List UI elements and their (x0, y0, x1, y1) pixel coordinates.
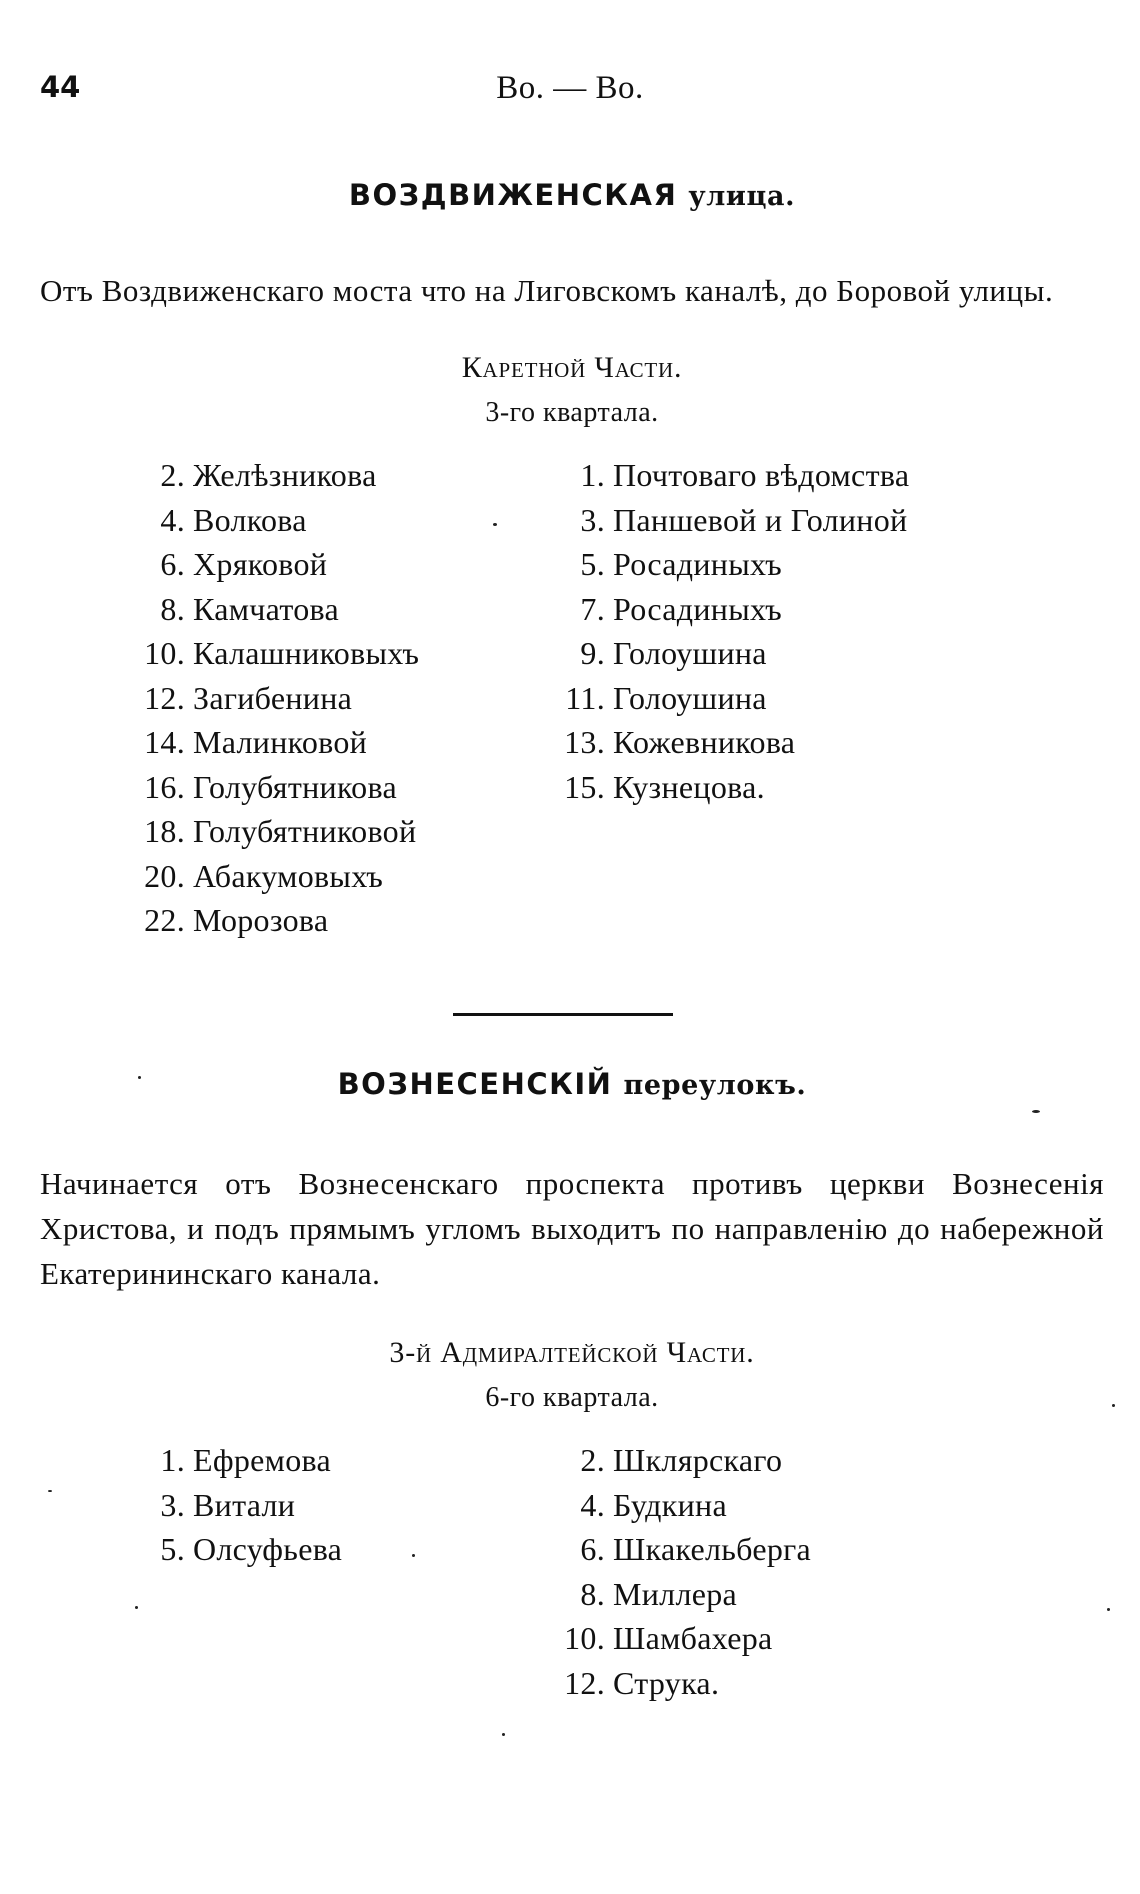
section-title (40, 1067, 1104, 1103)
house-owner: Олсуфьева (193, 1531, 343, 1567)
house-entry (125, 498, 525, 543)
house-number: 3. (160, 1486, 185, 1523)
page-number: 44 (40, 70, 81, 104)
print-speck (412, 1554, 415, 1557)
print-speck (138, 1076, 141, 1079)
print-speck (1032, 1110, 1040, 1113)
house-columns (40, 453, 1104, 953)
house-entry (125, 1483, 525, 1528)
print-speck (493, 523, 497, 526)
section-divider (453, 1013, 673, 1016)
house-number: 2. (580, 1442, 605, 1478)
house-columns (40, 1438, 1104, 1718)
house-entry (545, 1572, 1105, 1617)
house-number: 14. (144, 724, 185, 760)
house-entry (125, 676, 525, 721)
house-owner: Миллера (613, 1575, 738, 1612)
house-owner: Желѣзникова (193, 457, 377, 493)
house-entry (545, 631, 1105, 676)
district-heading (40, 351, 1104, 385)
house-entry (545, 1527, 1105, 1572)
house-owner: Голоушина (613, 679, 767, 716)
house-entry (545, 765, 1105, 810)
house-number: 6. (580, 1531, 605, 1567)
quarter-heading: 6-го квартала. (485, 1382, 659, 1413)
house-number: 18. (144, 813, 185, 849)
house-owner: Голубятниковой (193, 813, 417, 849)
house-owner: Морозова (193, 902, 329, 938)
house-number: 12. (564, 1664, 605, 1701)
house-entry (125, 720, 525, 765)
house-owner: Абакумовыхъ (193, 857, 384, 894)
even-houses-list (125, 453, 525, 943)
house-owner: Калашниковыхъ (193, 635, 420, 671)
street-entry-voznesensky (40, 1067, 1104, 1718)
house-number: 20. (144, 857, 185, 894)
house-owner: Росадиныхъ (613, 590, 782, 627)
house-owner: Камчатова (193, 590, 339, 627)
house-entry (125, 1438, 525, 1483)
print-speck (135, 1606, 138, 1609)
page-header (40, 70, 1100, 120)
house-number: 16. (144, 768, 185, 805)
house-owner: Струка. (613, 1664, 720, 1701)
district-name: Каретной Части. (461, 351, 683, 384)
house-number: 8. (160, 590, 185, 627)
district-heading (40, 1336, 1104, 1370)
print-speck (1112, 1404, 1115, 1407)
house-owner: Витали (193, 1486, 296, 1523)
house-owner: Голоушина (613, 635, 767, 671)
house-number: 15. (564, 768, 605, 805)
house-owner: Почтоваго вѣдомства (613, 457, 910, 493)
house-entry (545, 720, 1105, 765)
house-number: 2. (160, 457, 185, 493)
house-entry (125, 809, 525, 854)
house-number: 12. (144, 679, 185, 716)
house-owner: Будкина (613, 1486, 727, 1523)
print-speck (48, 1490, 52, 1492)
house-entry (545, 453, 1105, 498)
house-number: 6. (160, 546, 185, 582)
house-number: 10. (564, 1620, 605, 1656)
house-entry (545, 587, 1105, 632)
house-number: 13. (564, 724, 605, 760)
house-number: 5. (160, 1531, 185, 1567)
house-number: 5. (580, 546, 605, 582)
house-owner: Паншевой и Голиной (613, 501, 908, 538)
house-entry (125, 1527, 525, 1572)
running-head: Во. — Во. (496, 70, 644, 106)
street-description: Начинается отъ Вознесенскаго проспекта противъ церкви Вознесенія Христова, и подъ прямымъ угломъ выходитъ по направленію до набережной Екатерининскаго канала. (40, 1166, 1104, 1291)
house-owner: Шклярскаго (613, 1442, 783, 1478)
house-number: 7. (580, 590, 605, 627)
house-number: 11. (565, 679, 605, 716)
print-speck (502, 1733, 505, 1736)
quarter-heading: 3-го квартала. (485, 397, 659, 428)
house-entry (545, 542, 1105, 587)
section-title (40, 178, 1104, 214)
street-name: ВОЗДВИЖЕНСКАЯ (348, 178, 678, 212)
odd-houses-list (125, 1438, 525, 1572)
house-number: 1. (160, 1442, 185, 1478)
house-entry (545, 1438, 1105, 1483)
house-entry (545, 1483, 1105, 1528)
house-number: 8. (580, 1575, 605, 1612)
house-entry (125, 854, 525, 899)
house-owner: Ефремова (193, 1442, 332, 1478)
house-entry (125, 587, 525, 632)
house-owner: Голубятникова (193, 768, 397, 805)
house-entry (125, 542, 525, 587)
house-owner: Кузнецова. (613, 768, 765, 805)
even-houses-list (545, 1438, 1105, 1705)
house-owner: Малинковой (193, 724, 368, 760)
district-name: 3-й Адмиралтейской Части. (389, 1336, 755, 1369)
house-owner: Волкова (193, 501, 307, 538)
house-number: 1. (580, 457, 605, 493)
house-owner: Кожевникова (613, 724, 796, 760)
house-entry (545, 498, 1105, 543)
house-entry (125, 898, 525, 943)
house-entry (545, 1616, 1105, 1661)
street-name: ВОЗНЕСЕНСКІЙ (337, 1067, 613, 1101)
house-owner: Шкакельберга (613, 1531, 812, 1567)
house-number: 4. (160, 501, 185, 538)
print-speck (1107, 1608, 1110, 1611)
house-entry (545, 1661, 1105, 1706)
house-entry (545, 676, 1105, 721)
street-entry-vozdvizhenskaya (40, 178, 1104, 953)
odd-houses-list (545, 453, 1105, 809)
house-entry (125, 453, 525, 498)
house-owner: Хряковой (193, 546, 328, 582)
house-number: 3. (580, 501, 605, 538)
house-number: 10. (144, 635, 185, 671)
house-entry (125, 765, 525, 810)
street-type: улица. (688, 181, 796, 212)
house-owner: Загибенина (193, 679, 353, 716)
house-number: 9. (580, 635, 605, 671)
house-entry (125, 631, 525, 676)
house-owner: Шамбахера (613, 1620, 773, 1656)
street-description: Отъ Воздвиженскаго моста что на Лиговскомъ каналѣ, до Боровой улицы. (40, 273, 1054, 308)
house-owner: Росадиныхъ (613, 546, 782, 582)
house-number: 4. (580, 1486, 605, 1523)
house-number: 22. (144, 902, 185, 938)
street-type: переулокъ. (623, 1070, 807, 1101)
